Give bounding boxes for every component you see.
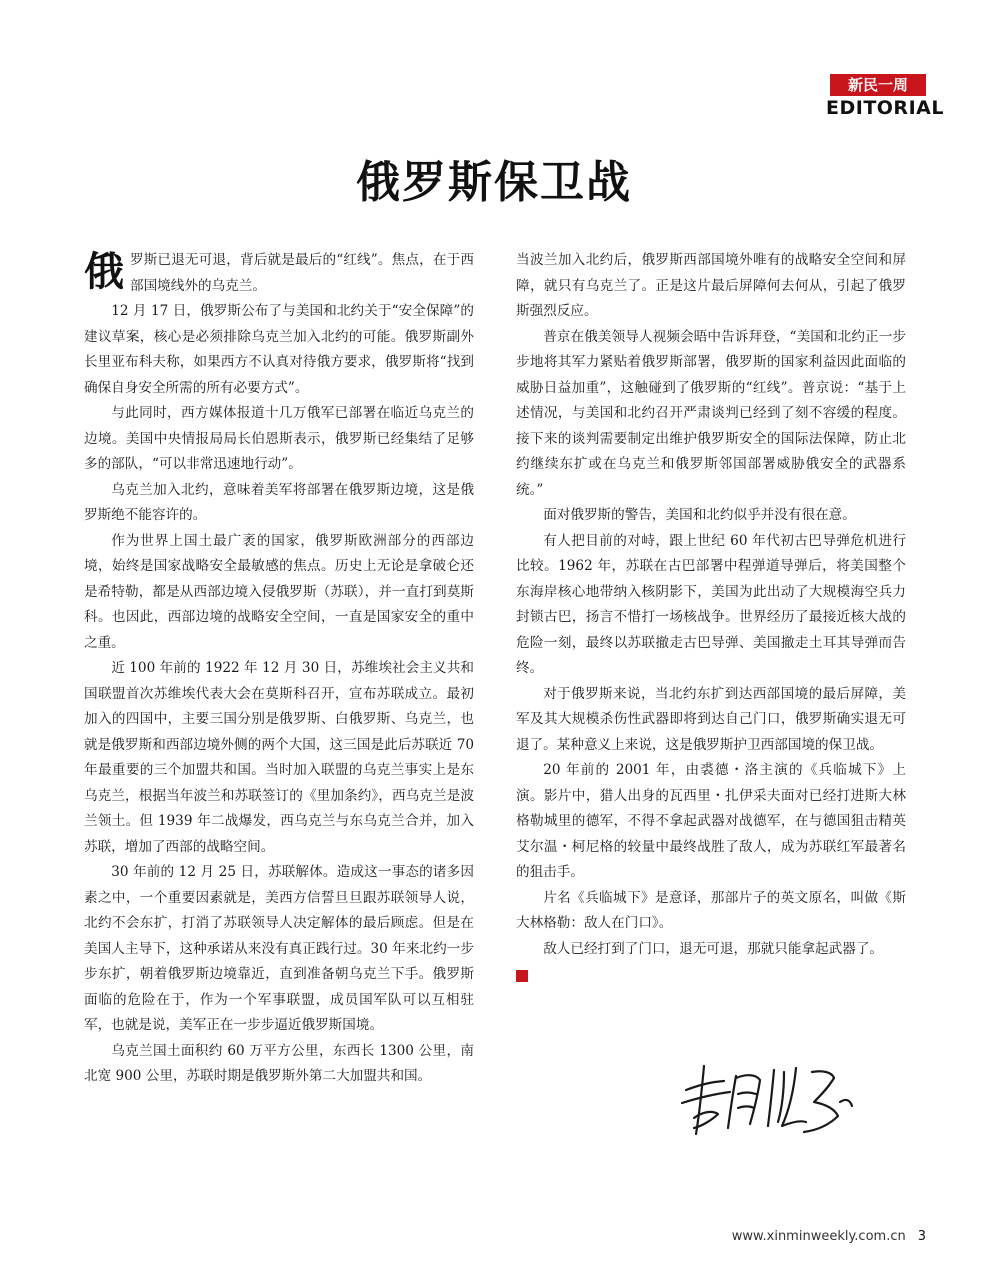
website-url: www.xinminweekly.com.cn (731, 1229, 906, 1244)
paragraph: 30 年前的 12 月 25 日，苏联解体。造成这一事态的诸多因素之中，一个重要因素就是，美西方信誓旦旦跟苏联领导人说，北约不会东扩，打消了苏联领导人决定解体的最后顾虑。但是在美国人主导下，这种承诺从来没有真正践行过。30 年来北约一步步东扩，朝着俄罗斯边境靠近，直到准备朝乌克兰下手。俄罗斯面临的危险在于，作为一个军事联盟，成员国军队可以互相驻军，也就是说，美军正在一步步逼近俄罗斯国境。 (84, 864, 474, 1033)
paragraph: 乌克兰国土面积约 60 万平方公里，东西长 1300 公里，南北宽 900 公里，苏联时期是俄罗斯外第二大加盟共和国。 (84, 1042, 474, 1084)
article-title: 俄罗斯保卫战 (356, 157, 632, 208)
paragraph: 敌人已经打到了门口，退无可退，那就只能拿起武器了。 (543, 940, 884, 957)
article-column-left (84, 248, 474, 1090)
paragraph: 对于俄罗斯来说，当北约东扩到达西部国境的最后屏障，美军及其大规模杀伤性武器即将到达自己门口，俄罗斯确实退无可退了。某种意义上来说，这是俄罗斯护卫西部国境的保卫战。 (516, 685, 906, 753)
paragraph: 面对俄罗斯的警告，美国和北约似乎并没有很在意。 (543, 507, 856, 523)
paragraph: 近 100 年前的 1922 年 12 月 30 日，苏维埃社会主义共和国联盟首次苏维埃代表大会在莫斯科召开，宣布苏联成立。最初加入的四国中，主要三国分别是俄罗斯、白俄罗斯、乌克兰，也就是俄罗斯和西部边境外侧的两个大国，这三国是此后苏联近 70 年最重要的三个加盟共和国。当时加入联盟的乌克兰事实上是东乌克兰，根据当年波兰和苏联签订的《里加条约》，西乌克兰是波兰领土。但 1939 年二战爆发，西乌克兰与东乌克兰合并，加入苏联，增加了西部的战略空间。 (84, 660, 474, 855)
lead-text: 罗斯已退无可退，背后就是最后的“红线”。焦点，在于西部国境线外的乌克兰。 (130, 252, 474, 294)
paragraph: 乌克兰加入北约，意味着美军将部署在俄罗斯边境，这是俄罗斯绝不能容许的。 (84, 481, 474, 523)
end-mark-icon (516, 970, 528, 982)
masthead (826, 74, 944, 120)
paragraph: 有人把目前的对峙，跟上世纪 60 年代初古巴导弹危机进行比较。1962 年，苏联在古巴部署中程弹道导弹后，将美国整个东海岸核心地带纳入核阴影下，美国为此出动了大规模海空兵力封锁古巴，扬言不惜打一场核战争。世界经历了最接近核大战的危险一刻，最终以苏联撤走古巴导弹、美国撤走土耳其导弹而告终。 (516, 532, 906, 676)
paragraph: 作为世界上国土最广袤的国家，俄罗斯欧洲部分的西部边境，始终是国家战略安全最敏感的焦点。历史上无论是拿破仑还是希特勒，都是从西部边境入侵俄罗斯（苏联），并一直打到莫斯科。也因此，西部边境的战略安全空间，一直是国家安全的重中之重。 (84, 532, 474, 651)
author-signature (672, 1048, 868, 1144)
paragraph-continuation: 当波兰加入北约后，俄罗斯西部国境外唯有的战略安全空间和屏障，就只有乌克兰了。正是这片最后屏障何去何从，引起了俄罗斯强烈反应。 (516, 252, 906, 319)
masthead-en-label: EDITORIAL (826, 97, 944, 119)
masthead-cn-label: 新民一周 (830, 74, 926, 96)
paragraph: 与此同时，西方媒体报道十几万俄军已部署在临近乌克兰的边境。美国中央情报局局长伯恩斯表示，俄罗斯已经集结了足够多的部队，“可以非常迅速地行动”。 (84, 405, 474, 472)
paragraph: 片名《兵临城下》是意译，那部片子的英文原名，叫做《斯大林格勒：敌人在门口》。 (516, 889, 906, 931)
lead-paragraph (84, 248, 474, 299)
paragraph: 普京在俄美领导人视频会晤中告诉拜登，“美国和北约正一步步地将其军力紧贴着俄罗斯部署，俄罗斯的国家利益因此面临的威胁日益加重”，这触碰到了俄罗斯的“红线”。普京说：“基于上述情况，与美国和北约召开严肃谈判已经到了刻不容缓的程度。接下来的谈判需要制定出维护俄罗斯安全的国际法保障，防止北约继续东扩或在乌克兰和俄罗斯邻国部署威胁俄安全的武器系统。” (516, 328, 906, 498)
dropcap: 俄 (84, 248, 124, 295)
paragraph: 20 年前的 2001 年，由裘德・洛主演的《兵临城下》上演。影片中，猎人出身的瓦西里・扎伊采夫面对已经打进斯大林格勒城里的德军，不得不拿起武器对战德军，在与德国狙击精英艾尔温・柯尼格的较量中最终战胜了敌人，成为苏联红军最著名的狙击手。 (516, 762, 906, 880)
page-footer (732, 1229, 926, 1244)
page-number: 3 (917, 1229, 926, 1244)
paragraph: 12 月 17 日，俄罗斯公布了与美国和北约关于“安全保障”的建议草案，核心是必须排除乌克兰加入北约的可能。俄罗斯副外长里亚布科夫称，如果西方不认真对待俄方要求，俄罗斯将“找到确保自身安全所需的所有必要方式”。 (84, 303, 474, 396)
article-column-right (516, 248, 906, 992)
